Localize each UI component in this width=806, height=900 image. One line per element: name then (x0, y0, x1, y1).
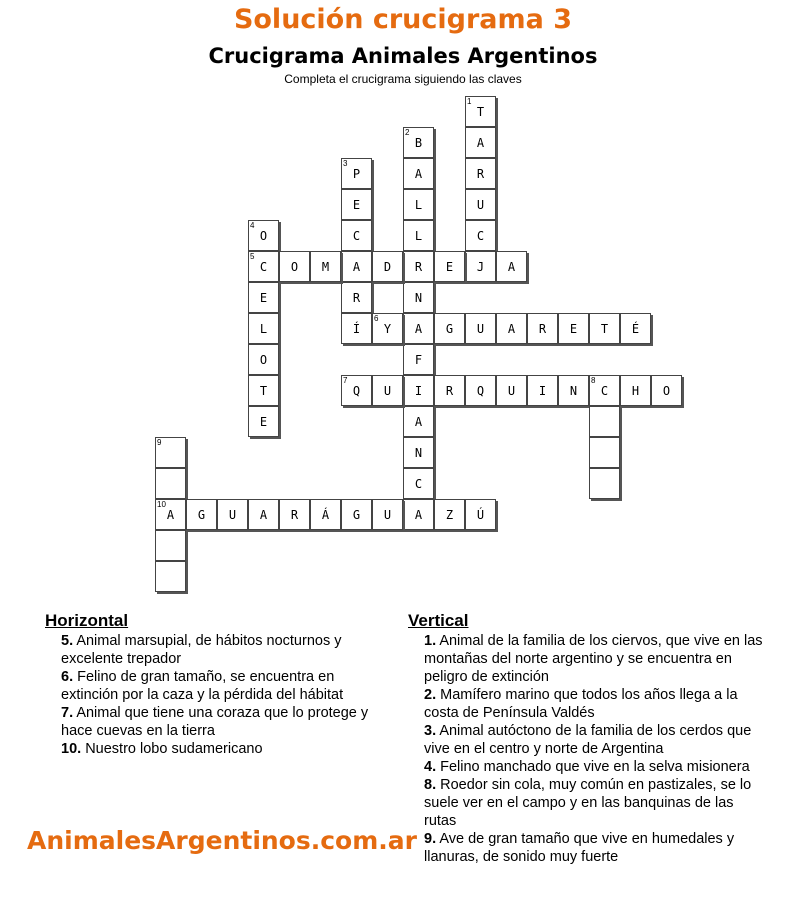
clue-number: 6 (374, 314, 379, 323)
crossword-cell[interactable] (248, 220, 279, 251)
cell-letter: A (414, 507, 423, 522)
crossword-cell[interactable] (403, 375, 434, 406)
clue-item (61, 668, 395, 704)
cell-letter: N (414, 445, 423, 460)
clue-item-number: 7. (61, 705, 74, 721)
clue-number: 10 (157, 500, 166, 509)
horizontal-clues (45, 612, 395, 758)
cell-letter: Q (476, 383, 485, 398)
crossword-cell[interactable] (186, 499, 217, 530)
clue-item-number: 10. (61, 741, 82, 757)
crossword-cell[interactable] (465, 127, 496, 158)
cell-letter: F (414, 352, 423, 367)
cell-letter: C (352, 228, 361, 243)
cell-letter: R (445, 383, 454, 398)
cell-letter: O (662, 383, 671, 398)
cell-letter: R (290, 507, 299, 522)
clue-item-text: Animal que tiene una coraza que lo protege y hace cuevas en la tierra (61, 705, 369, 739)
crossword-cell[interactable] (403, 189, 434, 220)
cell-letter: U (383, 383, 392, 398)
crossword-cell[interactable] (465, 220, 496, 251)
cell-letter: R (538, 321, 547, 336)
clue-number: 4 (250, 221, 255, 230)
crossword-cell[interactable] (341, 375, 372, 406)
cell-letter: E (259, 290, 268, 305)
crossword-cell[interactable] (372, 251, 403, 282)
crossword-cell[interactable] (341, 158, 372, 189)
cell-letter: G (352, 507, 361, 522)
clue-item (424, 632, 764, 686)
cell-letter: R (476, 166, 485, 181)
crossword-cell[interactable] (403, 313, 434, 344)
crossword-cell[interactable] (372, 375, 403, 406)
clue-item-number: 2. (424, 687, 437, 703)
crossword-cell[interactable] (403, 406, 434, 437)
clue-number: 8 (591, 376, 596, 385)
crossword-cell[interactable] (651, 375, 682, 406)
crossword-cell[interactable] (403, 468, 434, 499)
cell-letter: U (507, 383, 516, 398)
clue-item-number: 9. (424, 831, 437, 847)
crossword-cell[interactable] (465, 189, 496, 220)
clue-item-number: 1. (424, 633, 437, 649)
cell-letter: Z (445, 507, 454, 522)
crossword-cell[interactable] (372, 313, 403, 344)
cell-letter: T (259, 383, 268, 398)
crossword-cell[interactable] (310, 499, 341, 530)
crossword-cell[interactable] (248, 251, 279, 282)
crossword-cell[interactable] (155, 561, 186, 592)
crossword-cell[interactable] (403, 127, 434, 158)
crossword-cell[interactable] (434, 499, 465, 530)
clue-item-text: Ave de gran tamaño que vive en humedales y llanuras, de sonido muy fuerte (424, 831, 735, 865)
cell-letter: A (414, 166, 423, 181)
cell-letter: U (476, 197, 485, 212)
crossword-cell[interactable] (465, 96, 496, 127)
clue-item (424, 686, 764, 722)
vertical-clues (408, 612, 764, 866)
crossword-cell[interactable] (217, 499, 248, 530)
clue-item (424, 758, 764, 776)
cell-letter: L (259, 321, 268, 336)
clue-item-text: Nuestro lobo sudamericano (81, 741, 263, 757)
clue-number: 7 (343, 376, 348, 385)
cell-letter: O (259, 228, 268, 243)
crossword-cell[interactable] (620, 313, 651, 344)
clue-number: 1 (467, 97, 472, 106)
site-footer: AnimalesArgentinos.com.ar (27, 826, 417, 855)
cell-letter: U (383, 507, 392, 522)
cell-letter: T (600, 321, 609, 336)
clue-item (424, 722, 764, 758)
crossword-title: Crucigrama Animales Argentinos (208, 44, 598, 68)
cell-letter: A (352, 259, 361, 274)
crossword-cell[interactable] (155, 499, 186, 530)
crossword-cell[interactable] (248, 499, 279, 530)
crossword-cell[interactable] (527, 375, 558, 406)
crossword-cell[interactable] (434, 375, 465, 406)
cell-letter: L (414, 228, 423, 243)
crossword-cell[interactable] (248, 282, 279, 313)
cell-letter: A (414, 321, 423, 336)
cell-letter: U (228, 507, 237, 522)
cell-letter: N (569, 383, 578, 398)
crossword-cell[interactable] (403, 220, 434, 251)
crossword-cell[interactable] (434, 251, 465, 282)
cell-letter: C (414, 476, 423, 491)
clue-item-text: Mamífero marino que todos los años llega a la costa de Península Valdés (424, 687, 738, 721)
page-title: Solución crucigrama 3 (233, 4, 573, 35)
crossword-cell[interactable] (589, 406, 620, 437)
cell-letter: M (321, 259, 330, 274)
cell-letter: L (414, 197, 423, 212)
vertical-heading: Vertical (408, 611, 469, 630)
cell-letter: Ú (476, 507, 485, 522)
crossword-cell[interactable] (279, 251, 310, 282)
crossword-cell[interactable] (465, 375, 496, 406)
clue-item-text: Felino manchado que vive en la selva misionera (436, 759, 750, 775)
cell-letter: É (631, 321, 640, 336)
crossword-cell[interactable] (465, 158, 496, 189)
cell-letter: I (538, 383, 547, 398)
crossword-cell[interactable] (403, 158, 434, 189)
clue-item (424, 830, 764, 866)
instructions-text: Completa el crucigrama siguiendo las claves (284, 72, 522, 86)
cell-letter: U (476, 321, 485, 336)
crossword-cell[interactable] (465, 313, 496, 344)
cell-letter: A (259, 507, 268, 522)
cell-letter: E (259, 414, 268, 429)
cell-letter: R (414, 259, 423, 274)
crossword-cell[interactable] (465, 251, 496, 282)
clue-number: 9 (157, 438, 162, 447)
clue-item-number: 5. (61, 633, 74, 649)
crossword-cell[interactable] (403, 282, 434, 313)
cell-letter: R (352, 290, 361, 305)
clue-item (61, 704, 395, 740)
crossword-cell[interactable] (341, 499, 372, 530)
crossword-cell[interactable] (496, 313, 527, 344)
crossword-cell[interactable] (403, 437, 434, 468)
cell-letter: O (290, 259, 299, 274)
crossword-cell[interactable] (620, 375, 651, 406)
crossword-cell[interactable] (310, 251, 341, 282)
cell-letter: E (445, 259, 454, 274)
crossword-cell[interactable] (589, 313, 620, 344)
horizontal-heading: Horizontal (45, 611, 129, 630)
cell-letter: Q (352, 383, 361, 398)
clue-item-number: 8. (424, 777, 437, 793)
crossword-cell[interactable] (558, 313, 589, 344)
clue-item (424, 776, 764, 830)
cell-letter: P (352, 166, 361, 181)
crossword-cell[interactable] (465, 499, 496, 530)
clue-number: 3 (343, 159, 348, 168)
cell-letter: D (383, 259, 392, 274)
cell-letter: Á (321, 507, 330, 522)
crossword-cell[interactable] (341, 189, 372, 220)
crossword-cell[interactable] (341, 313, 372, 344)
crossword-cell[interactable] (589, 437, 620, 468)
crossword-cell[interactable] (248, 344, 279, 375)
cell-letter: A (507, 259, 516, 274)
crossword-cell[interactable] (403, 251, 434, 282)
clue-item-text: Animal de la familia de los ciervos, que vive en las montañas del norte argentino y se encuentra en peligro de extinción (424, 633, 763, 685)
cell-letter: G (197, 507, 206, 522)
cell-letter: C (600, 383, 609, 398)
cell-letter: T (476, 104, 485, 119)
clue-item-number: 6. (61, 669, 74, 685)
cell-letter: C (476, 228, 485, 243)
clue-number: 5 (250, 252, 255, 261)
crossword-cell[interactable] (248, 313, 279, 344)
clue-item-text: Animal autóctono de la familia de los cerdos que vive en el centro y norte de Argentina (424, 723, 752, 757)
cell-letter: G (445, 321, 454, 336)
cell-letter: N (414, 290, 423, 305)
cell-letter: I (414, 383, 423, 398)
crossword-cell[interactable] (341, 220, 372, 251)
crossword-cell[interactable] (341, 282, 372, 313)
crossword-cell[interactable] (279, 499, 310, 530)
clue-item-text: Roedor sin cola, muy común en pastizales, se lo suele ver en el campo y en las banquinas de las rutas (424, 777, 752, 829)
crossword-cell[interactable] (248, 375, 279, 406)
crossword-cell[interactable] (434, 313, 465, 344)
crossword-cell[interactable] (558, 375, 589, 406)
cell-letter: O (259, 352, 268, 367)
crossword-cell[interactable] (403, 499, 434, 530)
crossword-cell[interactable] (496, 375, 527, 406)
cell-letter: H (631, 383, 640, 398)
crossword-cell[interactable] (155, 437, 186, 468)
cell-letter: E (352, 197, 361, 212)
cell-letter: Í (352, 321, 361, 336)
clue-item-text: Animal marsupial, de hábitos nocturnos y excelente trepador (61, 633, 342, 667)
cell-letter: A (507, 321, 516, 336)
clue-number: 2 (405, 128, 410, 137)
clue-item (61, 740, 395, 758)
cell-letter: B (414, 135, 423, 150)
crossword-cell[interactable] (155, 530, 186, 561)
clue-item-number: 3. (424, 723, 437, 739)
cell-letter: Y (383, 321, 392, 336)
crossword-cell[interactable] (589, 375, 620, 406)
clue-item-number: 4. (424, 759, 437, 775)
cell-letter: J (476, 259, 485, 274)
crossword-cell[interactable] (496, 251, 527, 282)
cell-letter: A (166, 507, 175, 522)
cell-letter: E (569, 321, 578, 336)
crossword-cell[interactable] (155, 468, 186, 499)
clue-item (61, 632, 395, 668)
cell-letter: A (414, 414, 423, 429)
crossword-cell[interactable] (341, 251, 372, 282)
crossword-cell[interactable] (589, 468, 620, 499)
crossword-cell[interactable] (372, 499, 403, 530)
crossword-cell[interactable] (527, 313, 558, 344)
crossword-cell[interactable] (248, 406, 279, 437)
clue-item-text: Felino de gran tamaño, se encuentra en extinción por la caza y la pérdida del hábitat (61, 669, 344, 703)
crossword-cell[interactable] (403, 344, 434, 375)
cell-letter: C (259, 259, 268, 274)
cell-letter: A (476, 135, 485, 150)
